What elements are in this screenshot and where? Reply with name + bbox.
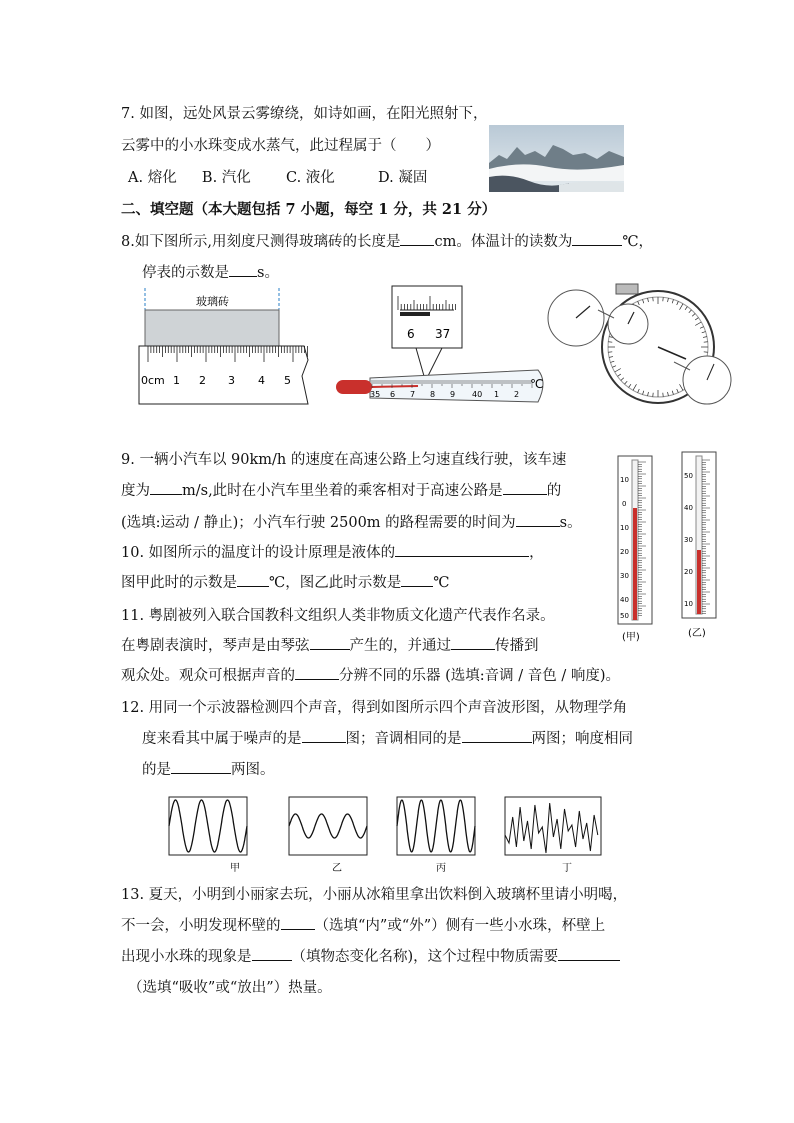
jia-label-6: 40 <box>620 596 629 604</box>
waveforms-figure <box>166 795 606 877</box>
thermo-label-39: 9 <box>450 390 456 399</box>
q7-option-a: A. 熔化 <box>128 170 177 186</box>
q8-blank-stopwatch[interactable] <box>229 262 257 277</box>
q10-blank-principle[interactable] <box>395 542 529 557</box>
zoom-label-37: 37 <box>435 327 451 341</box>
stopwatch-figure <box>546 282 732 410</box>
q10-line1 <box>121 541 544 562</box>
jia-label-2: 0 <box>622 500 627 508</box>
q12-text-d: 的是 <box>142 762 171 778</box>
ruler-label-2: 2 <box>199 374 206 387</box>
q11-text-e: 分辨不同的乐器 (选填:音调 / 音色 / 响度)。 <box>339 668 621 684</box>
q11-text-d: 观众处。观众可根据声音的 <box>121 668 295 684</box>
q7-option-c: C. 液化 <box>286 170 335 186</box>
q9-text-d: (选填:运动 / 静止)；小汽车行驶 2500m 的路程需要的时间为 <box>121 515 516 531</box>
q11-line3 <box>121 664 620 685</box>
q11-blank-medium[interactable] <box>451 635 495 650</box>
ruler-label-1: 1 <box>173 374 180 387</box>
thermo-label-41: 1 <box>494 390 500 399</box>
q9-line3 <box>121 511 582 532</box>
q8-text-e: s。 <box>257 265 279 281</box>
thermo-label-40: 40 <box>472 390 483 399</box>
thermo-label-35: 35 <box>370 390 381 399</box>
q9-text-c: 的 <box>546 483 562 499</box>
ruler-label-4: 4 <box>258 374 265 387</box>
q12-blank-noise[interactable] <box>302 728 346 743</box>
two-thermometers-figure <box>612 450 730 646</box>
q13-blank-side[interactable] <box>281 915 315 930</box>
ruler-figure <box>136 288 316 408</box>
jia-label-3: 10 <box>620 524 629 532</box>
q8-text-b: cm。体温计的读数为 <box>434 234 573 250</box>
q12-line3 <box>142 758 275 779</box>
q13-line3 <box>121 945 620 966</box>
q13-text-c: 出现小水珠的现象是 <box>121 949 252 965</box>
q13-line4: （选填“吸收”或“放出”）热量。 <box>128 980 332 996</box>
jia-label-5: 30 <box>620 572 629 580</box>
q8-blank-length[interactable] <box>400 231 434 246</box>
q7-options <box>128 166 427 187</box>
q11-line2 <box>121 634 539 655</box>
jia-label-4: 20 <box>620 548 629 556</box>
q10-text-c: 图甲此时的示数是 <box>121 575 237 591</box>
thermo-label-37: 7 <box>410 390 416 399</box>
clinical-thermometer-figure <box>334 284 554 408</box>
q13-text-d: （填物态变化名称)，这个过程中物质需要 <box>291 949 559 965</box>
q7-option-d: D. 凝固 <box>378 170 428 186</box>
section-title: 二、填空题（本大题包括 7 小题，每空 1 分，共 21 分） <box>121 201 497 218</box>
q7-line2: 云雾中的小水珠变成水蒸气，此过程属于（ ） <box>121 138 440 154</box>
q7-option-b: B. 汽化 <box>201 170 251 186</box>
q7-line1: 7. 如图，远处风景云雾缭绕，如诗如画，在阳光照射下， <box>121 106 488 122</box>
cloud-mountain-photo <box>489 125 624 192</box>
q11-line1: 11. 粤剧被列入联合国教科文组织人类非物质文化遗产代表作名录。 <box>121 608 555 624</box>
q13-line1: 13. 夏天，小明到小丽家去玩，小丽从冰箱里拿出饮料倒入玻璃杯里请小明喝， <box>121 887 628 903</box>
q13-text-a: 不一会，小明发现杯壁的 <box>121 918 281 934</box>
yi-label-2: 40 <box>684 504 693 512</box>
q11-blank-source[interactable] <box>310 635 350 650</box>
q10-line2 <box>121 571 449 592</box>
q13-line2 <box>121 914 605 935</box>
jia-label-7: 50 <box>620 612 629 620</box>
q9-text-b: m/s,此时在小汽车里坐着的乘客相对于高速公路是 <box>182 483 503 499</box>
q13-blank-phase[interactable] <box>252 946 292 961</box>
zoom-label-6: 6 <box>407 327 415 341</box>
yi-label-3: 30 <box>684 536 693 544</box>
q13-blank-heat[interactable] <box>558 946 620 961</box>
q11-text-a: 在粤剧表演时，琴声是由琴弦 <box>121 638 310 654</box>
q12-text-e: 两图。 <box>231 762 275 778</box>
q11-text-c: 传播到 <box>495 638 539 654</box>
q10-text-a: 10. 如图所示的温度计的设计原理是液体的 <box>121 545 396 561</box>
q9-blank-motion[interactable] <box>503 480 547 495</box>
q12-text-c: 两图；响度相同 <box>531 731 633 747</box>
q11-blank-property[interactable] <box>295 665 339 680</box>
wave-label-jia: 甲 <box>230 863 240 874</box>
q8-blank-thermometer[interactable] <box>572 231 622 246</box>
label-jia: (甲) <box>622 632 640 643</box>
q9-text-a: 度为 <box>121 483 150 499</box>
q9-line1: 9. 一辆小汽车以 90km/h 的速度在高速公路上匀速直线行驶，该车速 <box>121 452 567 468</box>
q10-text-e: ℃ <box>433 575 450 591</box>
wave-label-ding: 丁 <box>562 863 572 874</box>
thermo-unit: ℃ <box>530 377 544 391</box>
ruler-label-5: 5 <box>284 374 291 387</box>
yi-label-1: 50 <box>684 472 693 480</box>
jia-label-1: 10 <box>620 476 629 484</box>
q8-line1 <box>121 230 653 251</box>
q8-line2 <box>142 261 279 282</box>
q11-text-b: 产生的，并通过 <box>349 638 451 654</box>
q12-text-b: 图；音调相同的是 <box>345 731 462 747</box>
q9-text-e: s。 <box>559 515 582 531</box>
q9-line2 <box>121 479 561 500</box>
q12-text-a: 度来看其中属于噪声的是 <box>142 731 302 747</box>
q10-blank-yi[interactable] <box>401 572 433 587</box>
q13-text-b: （选填“内”或“外”）侧有一些小水珠，杯壁上 <box>314 918 606 934</box>
q10-blank-jia[interactable] <box>237 572 269 587</box>
yi-label-4: 20 <box>684 568 693 576</box>
thermo-label-42: 2 <box>514 390 520 399</box>
label-yi: (乙) <box>688 628 706 639</box>
ruler-label-3: 3 <box>228 374 235 387</box>
q10-text-d: ℃，图乙此时示数是 <box>269 575 402 591</box>
q8-text-a: 8.如下图所示,用刻度尺测得玻璃砖的长度是 <box>121 234 401 250</box>
wave-label-bing: 丙 <box>436 863 446 874</box>
q9-blank-speed[interactable] <box>150 480 182 495</box>
q9-blank-time[interactable] <box>516 512 560 527</box>
q8-text-d: 停表的示数是 <box>142 265 229 281</box>
yi-label-5: 10 <box>684 600 693 608</box>
glass-brick-label: 玻璃砖 <box>196 295 229 308</box>
q12-line1: 12. 用同一个示波器检测四个声音，得到如图所示四个声音波形图，从物理学角 <box>121 700 628 716</box>
wave-label-yi: 乙 <box>332 863 342 874</box>
q12-blank-pitch[interactable] <box>462 728 532 743</box>
thermo-label-38: 8 <box>430 390 436 399</box>
q12-blank-loudness[interactable] <box>171 759 231 774</box>
q8-text-c: ℃， <box>622 234 654 250</box>
ruler-label-0: 0cm <box>141 374 165 387</box>
q12-line2 <box>142 727 633 748</box>
q10-text-b: ， <box>529 545 544 561</box>
thermo-label-36: 6 <box>390 390 396 399</box>
